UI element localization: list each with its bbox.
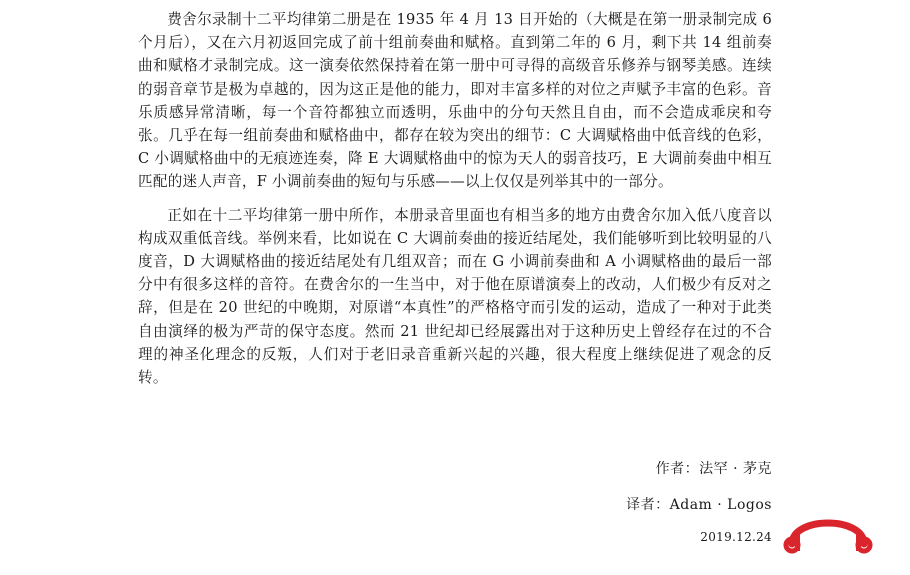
paragraph-2: 正如在十二平均律第一册中所作，本册录音里面也有相当多的地方由费舍尔加入低八度音以构成双重低音线。举例来看，比如说在 C 大调前奏曲的接近结尾处，我们能够听到比较明显的八度音，D 大调赋格曲的接近结尾处有几组双音；而在 G 小调前奏曲和 A 小调赋格曲的最后一部分中有很多这样的音符。在费舍尔的一生当中，对于他在原谱演奏上的改动，人们极少有反对之辞，但是在 20 世纪的中晚期，对原谱“本真性”的严格格守而引发的运动，造成了一种对于此类自由演绎的极为严苛的保守态度。然而 21 世纪却已经展露出对于这种历史上曾经存在过的不合理的神圣化理念的反叛，人们对于老旧录音重新兴起的兴趣，很大程度上继续促进了观念的反转。 xyxy=(138,206,772,387)
translator-credit: 译者：Adam · Logos xyxy=(626,497,772,513)
article-body xyxy=(138,0,772,389)
headphones-d-logo-icon xyxy=(778,508,878,554)
publish-date: 2019.12.24 xyxy=(700,530,772,544)
paragraph-1: 费舍尔录制十二平均律第二册是在 1935 年 4 月 13 日开始的（大概是在第一册录制完成 6 个月后），又在六月初返回完成了前十组前奏曲和赋格。直到第二年的 6 月，剩下共 14 组前奏曲和赋格才录制完成。这一演奏依然保持着在第一册中可寻得的高级音乐修养与钢琴美感。连续的弱音章节是极为卓越的，因为这正是他的能力，即对丰富多样的对位之声赋予丰富的色彩。音乐质感异常清晰，每一个音符都独立而透明，乐曲中的分句天然且自由，而不会造成乖戾和夸张。几乎在每一组前奏曲和赋格曲中，都存在较为突出的细节：C 大调赋格曲中低音线的色彩，C 小调赋格曲中的无痕迹连奏，降 E 大调赋格曲中的惊为天人的弱音技巧，E 大调前奏曲中相互匹配的迷人声音，F 小调前奏曲的短句与乐感——以上仅仅是列举其中的一部分。 xyxy=(138,11,772,191)
author-credit: 作者：法罕 · 茅克 xyxy=(655,461,772,477)
